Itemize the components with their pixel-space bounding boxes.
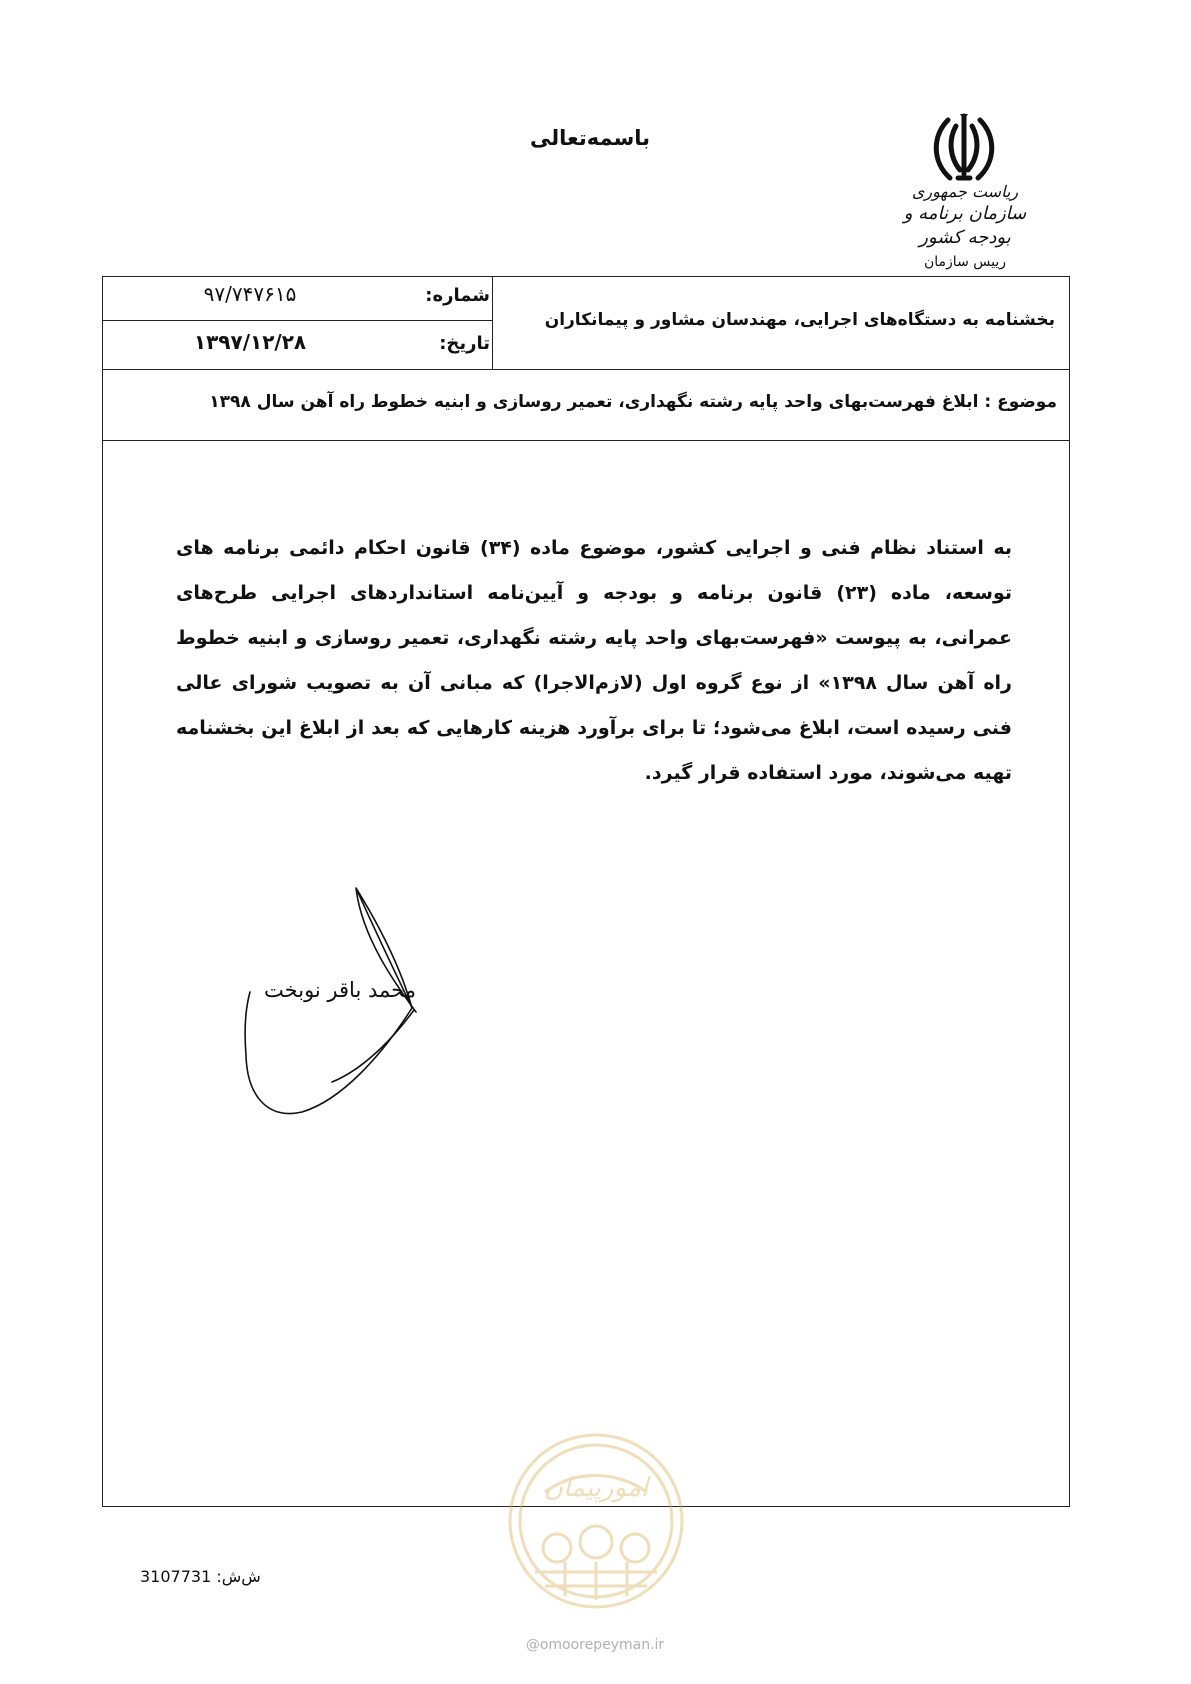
watermark-stamp-logo — [505, 1430, 687, 1612]
header-divider-vertical — [492, 276, 493, 369]
org-office: رییس سازمان — [924, 254, 1006, 270]
watermark-url: @omoorepeyman.ir — [525, 1637, 665, 1653]
organization-name — [880, 182, 1050, 274]
serial-number: ش‌ش: 3107731 — [140, 1567, 261, 1586]
org-planning-budget: سازمان برنامه و بودجه کشور — [903, 203, 1027, 248]
org-presidency: ریاست جمهوری — [911, 182, 1019, 201]
number-value: ۹۷/۷۴۷۶۱۵ — [203, 282, 297, 306]
signatory-name: محمد باقر نوبخت — [264, 978, 416, 1002]
date-label: تاریخ: — [439, 333, 490, 354]
recipients-text: بخشنامه به دستگاه‌های اجرایی، مهندسان مشاور و پیمانکاران — [544, 310, 1055, 330]
number-label: شماره: — [425, 285, 490, 306]
header-divider-number-date — [102, 320, 492, 321]
signature-mark — [232, 880, 452, 1125]
date-value: ۱۳۹۷/۱۲/۲۸ — [193, 330, 307, 354]
iran-emblem-icon — [926, 112, 1002, 188]
header-divider-bottom — [102, 369, 1070, 370]
invocation-heading: باسمه‌تعالی — [530, 126, 650, 150]
stamp-text: امورپیمان — [543, 1473, 649, 1503]
subject-line: موضوع : ابلاغ فهرست‌بهای واحد پایه رشته نگهداری، تعمیر روسازی و ابنیه خطوط راه آهن سال ۱۳۹۸ — [209, 392, 1057, 412]
body-paragraph: به استناد نظام فنی و اجرایی کشور، موضوع ماده (۳۴) قانون احکام دائمی برنامه های توسعه، ماده (۲۳) قانون برنامه و بودجه و آیین‌نامه استانداردهای اجرایی طرح‌های عمرانی، به پیوست «فهرست‌بهای واحد پایه رشته نگهداری، تعمیر روسازی و ابنیه خطوط راه آهن سال ۱۳۹۸» از نوع گروه اول (لازم‌الاجرا) که مبانی آن به تصویب شورای عالی فنی رسیده است، ابلاغ می‌شود؛ تا برای برآورد هزینه کارهایی که بعد از ابلاغ این بخشنامه تهیه می‌شوند، مورد استفاده قرار گیرد. — [176, 537, 1012, 784]
subject-divider-bottom — [102, 440, 1070, 441]
